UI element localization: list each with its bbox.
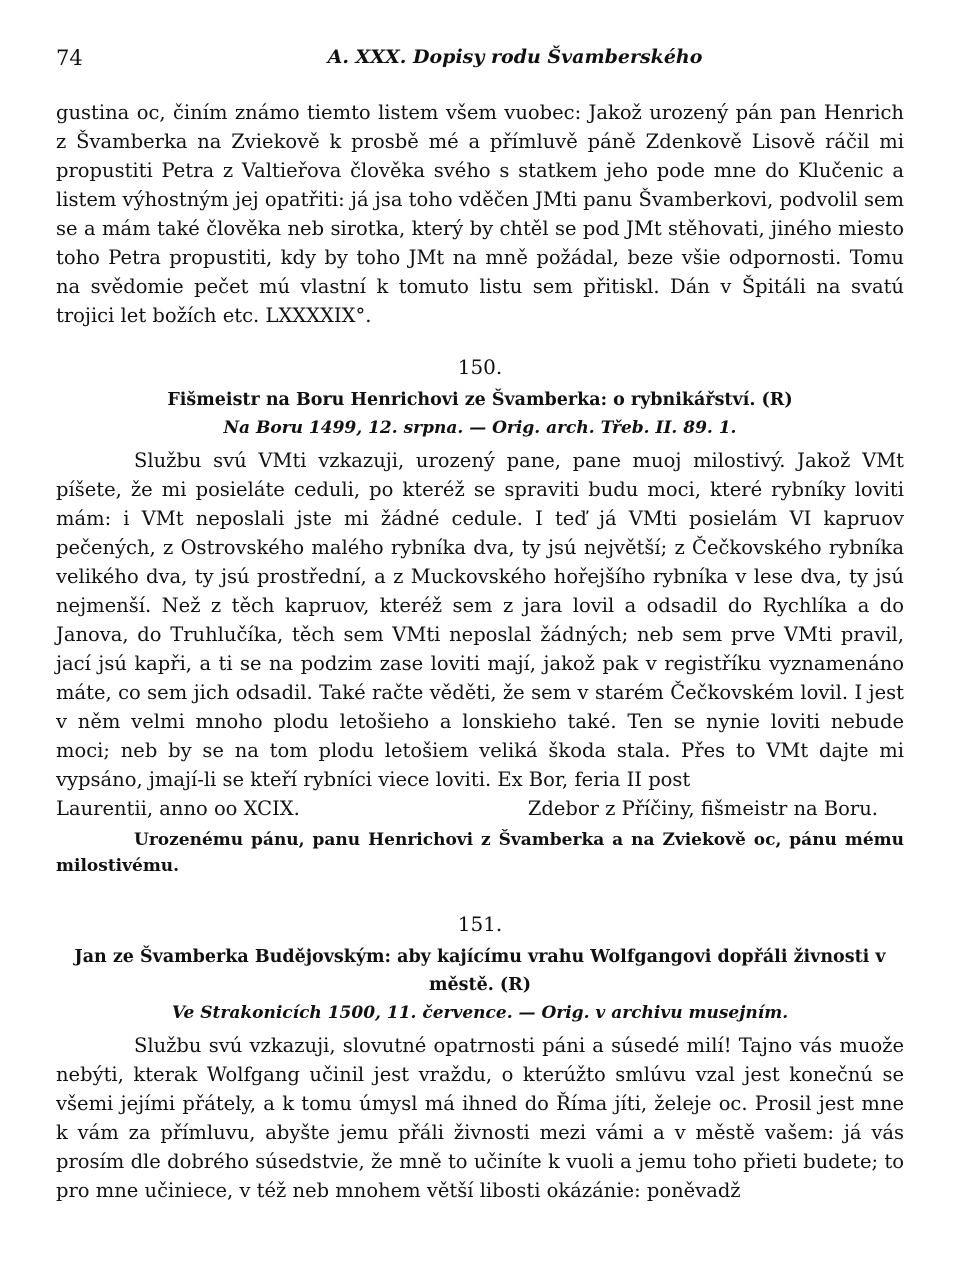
document-dating: Na Boru 1499, 12. srpna. — Orig. arch. Třeb. II. 89. 1. (223, 418, 737, 438)
document-body: Službu svú VMti vzkazuji, urozený pane, pane muoj milostivý. Jakož VMt píšete, že mi posieláte ceduli, po kteréž se spraviti budu moci, které rybníky loviti mám: i VMt neposlali jste mi žádné cedule. I teď já VMti posielám VI kapruov pečených, z Ostrovského malého rybníka dva, ty jsú největší; z Čečkovského rybníka velikého dva, ty jsú prostřední, a z Muckovského hořejšího rybníka v lese dva, ty jsú nejmenší. Než z těch kapruov, kteréž sem z jara lovil a odsadil do Rychlíka a do Janova, do Truhlučíka, těch sem VMti neposlal žádných; neb sem prve VMti pravil, jací jsú kapři, a ti se na podzim zase loviti mají, jakož pak v registříku vyznamenáno máte, co sem jich odsadil. Také račte věděti, že sem v starém Čečkovském lovil. I jest v něm velmi mnoho plodu letošieho a lonskieho také. Ten se nynie loviti nebude moci; neb by se na tom plodu letošiem veliká škoda stala. Přes to VMt dajte mi vypsáno, jmají-li se kteří rybníci viece loviti. Ex Bor, feria II post (56, 449, 904, 791)
document-151 (56, 909, 904, 1205)
document-150 (56, 352, 904, 879)
continuation-paragraph: gustina oc, činím známo tiemto listem všem vuobec: Jakož urozený pán pan Henrich z Švamberka na Zviekově k prosbě mé a přímluvě páně Zdenkově Lisově ráčil mi propustiti Petra z Valtieřova člověka svého s statkem jeho pode mne do Klučenic a listem výhostným jej opatřiti: já jsa toho vděčen JMti panu Švamberkovi, podvolil sem se a mám také člověka neb sirotka, který by chtěl se pod JMt stěhovati, jiného miesto toho Petra propustiti, kdy by toho JMt na mně požádal, beze všie odpornosti. Tomu na svědomie pečet mú vlastní k tomuto listu sem přitiskl. Dán v Špitáli na svatú trojici let božích etc. LXXXXIX°. (56, 101, 904, 327)
page-number: 74 (56, 46, 83, 70)
signature: Zdebor z Příčiny, fišmeistr na Boru. (527, 797, 878, 820)
document-regest: Fišmeistr na Boru Henrichovi ze Švamberka: o rybnikářství. (R) (167, 390, 793, 410)
document-dating: Ve Strakonicích 1500, 11. července. — Orig. v archivu musejním. (171, 1003, 789, 1023)
document-body: Službu svú vzkazuji, slovutné opatrnosti páni a súsedé milí! Tajno vás muože nebýti, kterak Wolfgang učinil jest vraždu, o kterúžto smlúvu vzal jest konečnú se všemi jejími přátely, a k tomu úmysl má ihned do Říma jíti, želeje oc. Prosil jest mne k vám za přímluvu, abyšte jemu přáli živnosti mezi vámi a v městě vašem: já vás prosím dle dobrého súsedstvie, že mně to učiníte k vuoli a jemu toho přieti budete; to pro mne učiniece, v též neb mnohem větší libosti okázánie: poněvadž (56, 1034, 904, 1202)
document-regest: Jan ze Švamberka Budějovským: aby kajícímu vrahu Wolfgangovi dopřáli živnosti v městě. (R) (74, 947, 886, 995)
page-header (56, 40, 904, 80)
closing-line (56, 794, 904, 823)
document-number: 151. (457, 912, 503, 936)
closing-date: Laurentii, anno oo XCIX. (56, 797, 300, 820)
document-number: 150. (457, 355, 503, 379)
document-address: Urozenému pánu, panu Henrichovi z Švamberka a na Zviekově oc, pánu mému milostivému. (56, 830, 904, 876)
running-title: A. XXX. Dopisy rodu Švamberského (327, 46, 703, 68)
document-page (56, 40, 904, 1205)
